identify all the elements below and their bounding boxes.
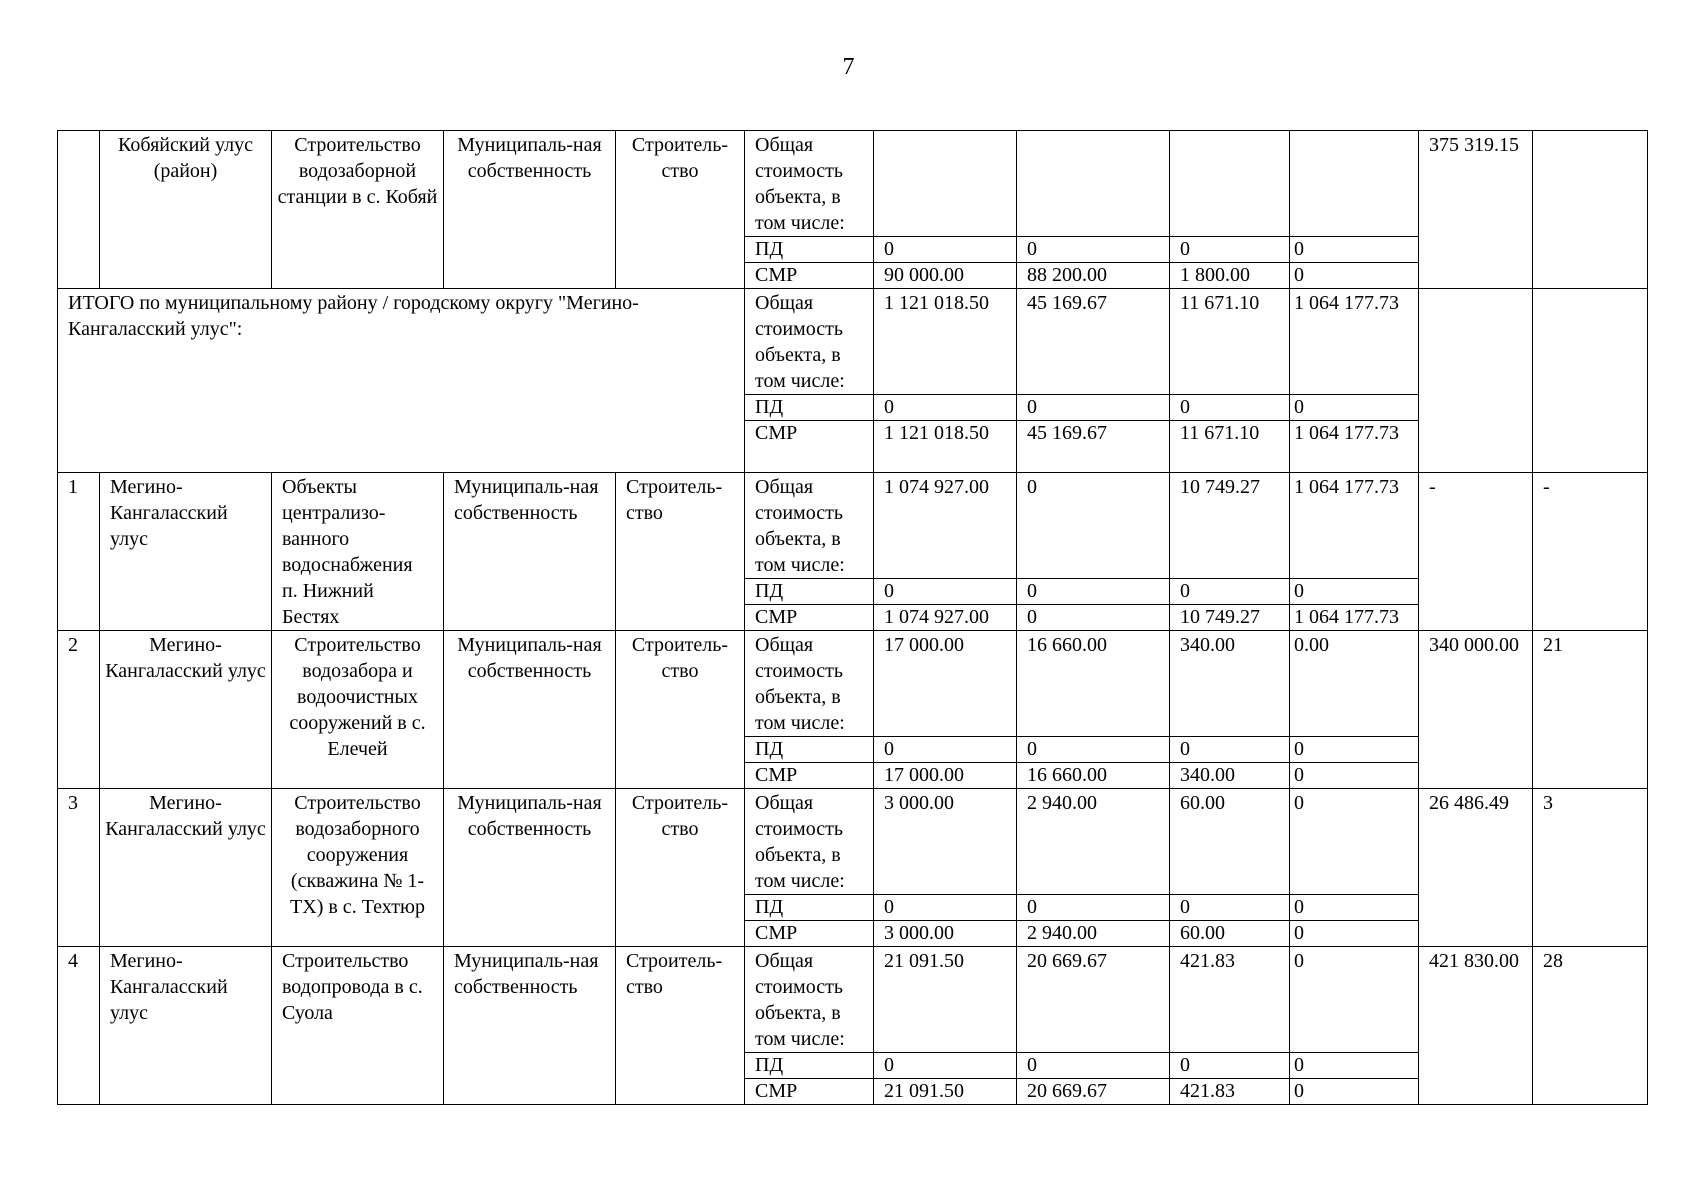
pd-value: 0	[874, 895, 1017, 921]
col11-value: 421 830.00	[1419, 947, 1533, 1105]
pd-value: 0	[874, 579, 1017, 605]
district-cell: Мегино-Кангаласский улус	[100, 473, 272, 631]
ownership-cell: Муниципаль-ная собственность	[444, 631, 616, 789]
col11-value: -	[1419, 473, 1533, 631]
table-row	[58, 131, 1648, 237]
row-number	[58, 131, 100, 289]
smr-value: 90 000.00	[874, 263, 1017, 289]
row-number: 2	[58, 631, 100, 789]
pd-value: 0	[1170, 1053, 1290, 1079]
page-number: 7	[842, 54, 855, 80]
total-cost-value	[874, 131, 1017, 237]
total-cost-value: 16 660.00	[1017, 631, 1170, 737]
total-cost-value: 45 169.67	[1017, 289, 1170, 395]
table-row	[58, 789, 1648, 895]
smr-value: 0	[1290, 763, 1419, 789]
col11-value: 375 319.15	[1419, 131, 1533, 289]
object-cell: Объекты централизо-ванного водоснабжения п. Нижний Бестях	[272, 473, 444, 631]
smr-label: СМР	[745, 421, 874, 473]
pd-value: 0	[1170, 579, 1290, 605]
col11-value: 26 486.49	[1419, 789, 1533, 947]
total-cost-label: Общая стоимость объекта, в том числе:	[745, 631, 874, 737]
pd-value: 0	[1170, 237, 1290, 263]
ownership-cell: Муниципаль-ная собственность	[444, 789, 616, 947]
smr-value: 45 169.67	[1017, 421, 1170, 473]
work-type-cell: Строитель-ство	[616, 789, 745, 947]
total-cost-value: 340.00	[1170, 631, 1290, 737]
pd-label: ПД	[745, 1053, 874, 1079]
smr-label: СМР	[745, 763, 874, 789]
work-type-cell: Строитель-ство	[616, 947, 745, 1105]
smr-value: 0	[1290, 263, 1419, 289]
col12-value: 21	[1533, 631, 1648, 789]
pd-value: 0	[1170, 737, 1290, 763]
smr-label: СМР	[745, 263, 874, 289]
district-cell: Мегино-Кангаласский улус	[100, 947, 272, 1105]
smr-value: 1 064 177.73	[1290, 605, 1419, 631]
pd-value: 0	[1290, 237, 1419, 263]
total-cost-value: 0	[1017, 473, 1170, 579]
col12-value: 3	[1533, 789, 1648, 947]
investment-objects-table	[57, 130, 1648, 1105]
pd-value: 0	[874, 395, 1017, 421]
pd-value: 0	[874, 237, 1017, 263]
object-cell: Строительство водопровода в с. Суола	[272, 947, 444, 1105]
smr-value: 0	[1017, 605, 1170, 631]
total-cost-value: 10 749.27	[1170, 473, 1290, 579]
ownership-cell: Муниципаль-ная собственность	[444, 131, 616, 289]
pd-value: 0	[1290, 579, 1419, 605]
object-cell: Строительство водозаборного сооружения (скважина № 1-ТХ) в с. Техтюр	[272, 789, 444, 947]
total-cost-label: Общая стоимость объекта, в том числе:	[745, 947, 874, 1053]
total-cost-value	[1290, 131, 1419, 237]
total-cost-value: 1 064 177.73	[1290, 473, 1419, 579]
row-number: 3	[58, 789, 100, 947]
smr-value: 421.83	[1170, 1079, 1290, 1105]
smr-value: 16 660.00	[1017, 763, 1170, 789]
table-row	[58, 947, 1648, 1053]
work-type-cell: Строитель-ство	[616, 631, 745, 789]
total-cost-value	[1017, 131, 1170, 237]
district-cell: Мегино-Кангаласский улус	[100, 789, 272, 947]
total-cost-label: Общая стоимость объекта, в том числе:	[745, 473, 874, 579]
pd-value: 0	[1290, 1053, 1419, 1079]
district-cell: Кобяйский улус (район)	[100, 131, 272, 289]
pd-value: 0	[1170, 895, 1290, 921]
smr-value: 88 200.00	[1017, 263, 1170, 289]
smr-value: 0	[1290, 921, 1419, 947]
pd-label: ПД	[745, 395, 874, 421]
smr-value: 11 671.10	[1170, 421, 1290, 473]
col12-value	[1533, 131, 1648, 289]
total-cost-value: 421.83	[1170, 947, 1290, 1053]
total-cost-value: 0	[1290, 789, 1419, 895]
smr-value: 1 064 177.73	[1290, 421, 1419, 473]
pd-value: 0	[1290, 895, 1419, 921]
work-type-cell: Строитель-ство	[616, 131, 745, 289]
smr-value: 21 091.50	[874, 1079, 1017, 1105]
pd-value: 0	[1017, 737, 1170, 763]
total-cost-value: 21 091.50	[874, 947, 1017, 1053]
pd-label: ПД	[745, 737, 874, 763]
total-cost-value: 60.00	[1170, 789, 1290, 895]
col12-value: -	[1533, 473, 1648, 631]
total-cost-value: 1 064 177.73	[1290, 289, 1419, 395]
total-cost-label: Общая стоимость объекта, в том числе:	[745, 289, 874, 395]
total-cost-value: 17 000.00	[874, 631, 1017, 737]
smr-value: 2 940.00	[1017, 921, 1170, 947]
pd-value: 0	[1017, 395, 1170, 421]
total-cost-value: 2 940.00	[1017, 789, 1170, 895]
total-cost-value: 1 121 018.50	[874, 289, 1017, 395]
total-cost-value: 3 000.00	[874, 789, 1017, 895]
smr-value: 0	[1290, 1079, 1419, 1105]
smr-value: 1 074 927.00	[874, 605, 1017, 631]
pd-value: 0	[874, 1053, 1017, 1079]
pd-value: 0	[1170, 395, 1290, 421]
total-cost-label: Общая стоимость объекта, в том числе:	[745, 131, 874, 237]
pd-value: 0	[1017, 895, 1170, 921]
smr-value: 3 000.00	[874, 921, 1017, 947]
object-cell: Строительство водозабора и водоочистных сооружений в с. Елечей	[272, 631, 444, 789]
pd-label: ПД	[745, 237, 874, 263]
pd-value: 0	[1290, 737, 1419, 763]
smr-label: СМР	[745, 605, 874, 631]
col12-value: 28	[1533, 947, 1648, 1105]
pd-label: ПД	[745, 895, 874, 921]
row-number: 4	[58, 947, 100, 1105]
total-cost-value	[1170, 131, 1290, 237]
smr-value: 20 669.67	[1017, 1079, 1170, 1105]
summary-label: ИТОГО по муниципальному району / городскому округу "Мегино-Кангаласский улус":	[58, 289, 745, 473]
smr-label: СМР	[745, 1079, 874, 1105]
smr-value: 10 749.27	[1170, 605, 1290, 631]
work-type-cell: Строитель-ство	[616, 473, 745, 631]
pd-value: 0	[874, 737, 1017, 763]
total-cost-value: 0.00	[1290, 631, 1419, 737]
pd-value: 0	[1290, 395, 1419, 421]
row-number: 1	[58, 473, 100, 631]
smr-value: 1 800.00	[1170, 263, 1290, 289]
district-cell: Мегино-Кангаласский улус	[100, 631, 272, 789]
total-summary-row	[58, 289, 1648, 395]
col11-value: 340 000.00	[1419, 631, 1533, 789]
col12-value	[1533, 289, 1648, 473]
smr-value: 17 000.00	[874, 763, 1017, 789]
ownership-cell: Муниципаль-ная собственность	[444, 947, 616, 1105]
pd-value: 0	[1017, 237, 1170, 263]
total-cost-value: 11 671.10	[1170, 289, 1290, 395]
object-cell: Строительство водозаборной станции в с. Кобяй	[272, 131, 444, 289]
smr-value: 340.00	[1170, 763, 1290, 789]
total-cost-label: Общая стоимость объекта, в том числе:	[745, 789, 874, 895]
table-row	[58, 631, 1648, 737]
total-cost-value: 1 074 927.00	[874, 473, 1017, 579]
pd-value: 0	[1017, 1053, 1170, 1079]
col11-value	[1419, 289, 1533, 473]
smr-value: 1 121 018.50	[874, 421, 1017, 473]
pd-label: ПД	[745, 579, 874, 605]
ownership-cell: Муниципаль-ная собственность	[444, 473, 616, 631]
smr-value: 60.00	[1170, 921, 1290, 947]
table-row	[58, 473, 1648, 579]
total-cost-value: 0	[1290, 947, 1419, 1053]
total-cost-value: 20 669.67	[1017, 947, 1170, 1053]
smr-label: СМР	[745, 921, 874, 947]
pd-value: 0	[1017, 579, 1170, 605]
